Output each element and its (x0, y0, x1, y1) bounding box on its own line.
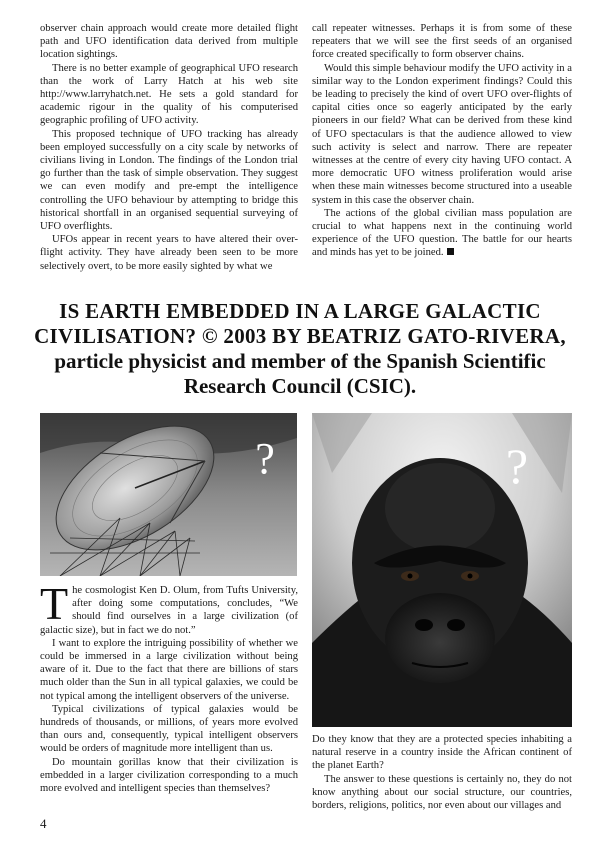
paragraph-with-endmark (312, 207, 572, 260)
question-mark: ? (255, 434, 275, 483)
gorilla-photo (312, 413, 572, 727)
article-headline (30, 299, 570, 399)
opening-paragraph (40, 578, 298, 637)
headline-line: IS EARTH EMBEDDED IN A LARGE GALACTIC (59, 299, 541, 323)
paragraph: This proposed technique of UFO tracking has already been employed successfully on a city scale by networks of civilians living in London. The findings of the London trial go further than the task of simple observation. They suggest we can even modify and pre-empt the intelligence controlling the UFO behaviour by attempting to bridge this historical shortfall in an organised sequential surveying of UFO overflights. (40, 128, 298, 233)
paragraph: UFOs appear in recent years to have altered their over-flight activity. They have already been seen to be more selectively overt, to be more easily sighted by what we (40, 234, 298, 272)
headline-line: Research Council (CSIC). (183, 374, 417, 398)
paragraph: I want to explore the intriguing possibility of whether we could be immersed in a large civilization without being aware of it. Due to the fact that there are billions of stars much older than the Sun in all typical galaxies, we could be not typical among the intelligent observers of the universe. (40, 637, 298, 702)
paragraph: call repeater witnesses. Perhaps it is from some of these repeaters that we will see the first seeds of an organised force created specifically to form observer chains. (312, 23, 572, 61)
drop-cap: T (40, 578, 69, 629)
paragraph: Would this simple behaviour modify the UFO activity in a similar way to the London experiment findings? Could this be leading to precisely the kind of overt UFO over-flights of capital cities once so eagerly anticipated by the early pioneers in our field? What can be derived from these kind of UFO spectaculars is that the audience allowed to view such activity is select and narrow. There are repeater witnesses at the centre of every city having UFO contact. A more democratic UFO witness proliferation would arise when these main witnesses become structured into a useable system in this case the observer chain. (312, 62, 572, 206)
question-mark: ? (505, 438, 529, 494)
paragraph: he cosmologist Ken D. Olum, from Tufts University, after doing some computations, concludes, “We should find ourselves in a large civilization (of galactic size), but in fact we do not.” (40, 585, 298, 636)
radio-telescope-photo (40, 413, 297, 576)
page-number: 4 (40, 816, 47, 831)
bottom-right-column (312, 733, 572, 812)
paragraph: The answer to these questions is certainly no, they do not know anything about our social structure, our countries, borders, religions, politics, nor even about our villages and (312, 773, 572, 812)
paragraph: There is no better example of geographical UFO research than the work of Larry Hatch at his web site http://www.larryhatch.net. He sets a gold standard for academic rigour in the quality of his computerised geographic profiling of UFO activity. (40, 62, 298, 127)
bottom-left-column (40, 578, 298, 795)
radio-telescope-illustration (40, 413, 297, 576)
paragraph: Do mountain gorillas know that their civilization is embedded in a larger civilization corresponding to a much more evolved and intelligent species than themselves? (40, 756, 298, 795)
paragraph: observer chain approach would create more detailed flight path and UFO identification data derived from multiple location sightings. (40, 23, 298, 61)
paragraph: Typical civilizations of typical galaxies would be hundreds of thousands, or millions, of years more evolved than ours and, consequently, typical intelligent observers would be orders of magnitude more intelligent than us. (40, 703, 298, 755)
paragraph: The actions of the global civilian mass population are crucial to what happens next in the continuing world experience of the UFO question. The battle for our hearts and minds has yet to be joined. (312, 207, 572, 259)
end-of-article-mark (447, 248, 454, 255)
headline-line: particle physicist and member of the Spanish Scientific (54, 349, 546, 373)
paragraph: Do they know that they are a protected species inhabiting a natural reserve in a country inside the African continent of the planet Earth? (312, 734, 572, 772)
top-right-column (312, 22, 572, 260)
top-left-column (40, 22, 298, 273)
gorilla-illustration (312, 413, 572, 727)
headline-line: CIVILISATION? © 2003 BY BEATRIZ GATO-RIVERA, (34, 324, 566, 348)
